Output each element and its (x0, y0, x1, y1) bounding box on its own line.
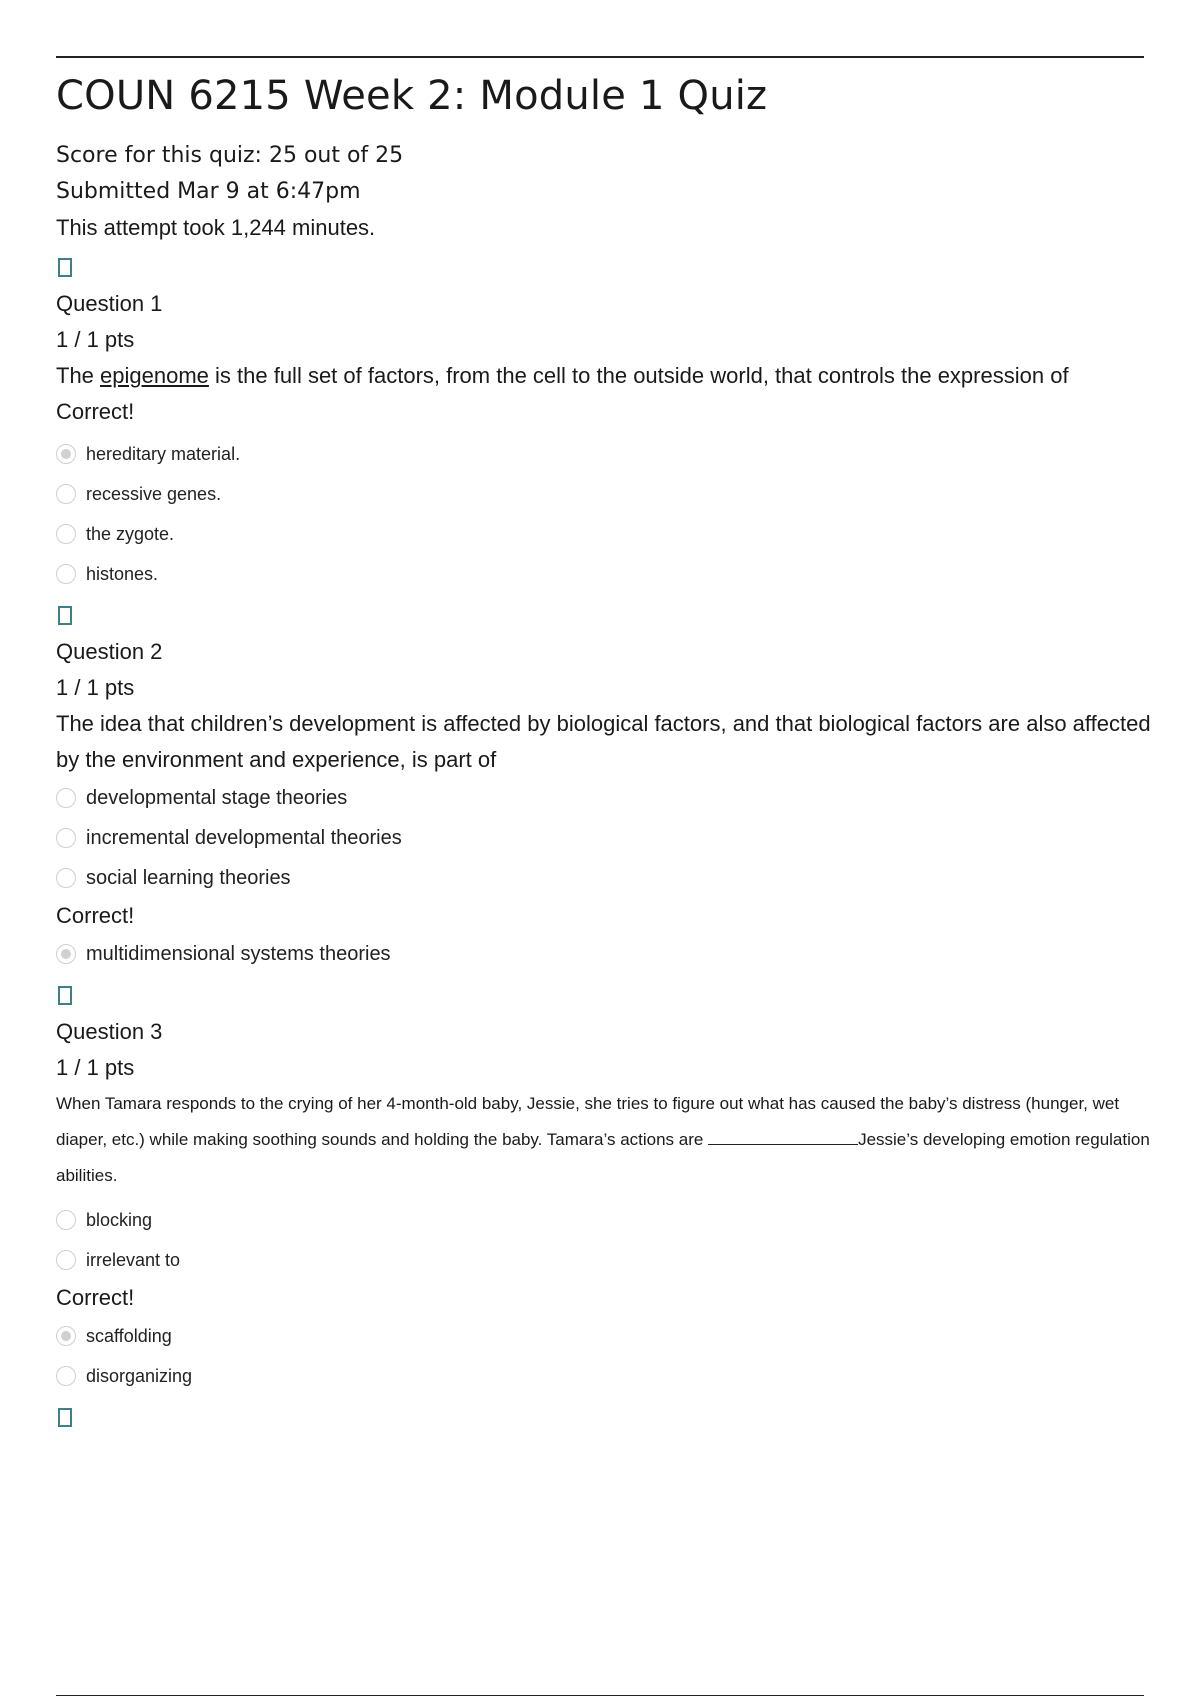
flag-icon[interactable] (58, 1408, 72, 1427)
answer-label: the zygote. (86, 523, 175, 544)
flag-icon[interactable] (58, 606, 72, 625)
fill-in-blank (708, 1126, 858, 1145)
radio-icon[interactable] (56, 1210, 76, 1230)
answer-option[interactable] (56, 434, 1166, 474)
answer-option[interactable] (56, 818, 1166, 858)
page-title: COUN 6215 Week 2: Module 1 Quiz (56, 73, 768, 119)
question-1-correct-label: Correct! (56, 399, 135, 424)
question-3-text-start: When Tamara responds to the crying of her 4-month-old baby, Jessie, she tries to figure out what has caused the baby’s distress (hunger, wet diaper, etc.) while making soothing sounds and holding the baby. Tamara’s actions are (56, 1094, 1120, 1149)
radio-icon[interactable] (56, 944, 76, 964)
flag-icon[interactable] (58, 258, 72, 277)
answer-label: incremental developmental theories (86, 826, 402, 849)
answer-label: blocking (86, 1209, 153, 1230)
question-3-text (56, 1086, 1166, 1194)
question-3-points: 1 / 1 pts (56, 1055, 135, 1080)
answer-label: histones. (86, 563, 159, 584)
radio-icon[interactable] (56, 524, 76, 544)
radio-icon[interactable] (56, 1250, 76, 1270)
radio-icon[interactable] (56, 1366, 76, 1386)
radio-icon[interactable] (56, 564, 76, 584)
answer-option[interactable] (56, 858, 1166, 898)
quiz-score: Score for this quiz: 25 out of 25 (56, 143, 404, 168)
answer-label: social learning theories (86, 866, 291, 889)
question-2-points: 1 / 1 pts (56, 675, 135, 700)
answer-option[interactable] (56, 554, 1166, 594)
answer-option[interactable] (56, 474, 1166, 514)
question-1-text-end: is the full set of factors, from the cell to the outside world, that controls the expression of (208, 363, 1069, 388)
flag-icon[interactable] (58, 986, 72, 1005)
answer-label: recessive genes. (86, 483, 222, 504)
answer-label: scaffolding (86, 1325, 172, 1346)
answer-label: developmental stage theories (86, 786, 348, 809)
radio-icon[interactable] (56, 484, 76, 504)
question-2-correct-label: Correct! (56, 903, 135, 928)
question-3-correct-label: Correct! (56, 1285, 135, 1310)
question-1-text-start: The (56, 363, 101, 388)
answer-option[interactable] (56, 1240, 1166, 1280)
radio-icon[interactable] (56, 788, 76, 808)
answer-option[interactable] (56, 514, 1166, 554)
radio-icon[interactable] (56, 868, 76, 888)
question-1-text (56, 358, 1166, 394)
answer-option[interactable] (56, 1316, 1166, 1356)
answer-option[interactable] (56, 778, 1166, 818)
answer-label: multidimensional systems theories (86, 942, 391, 965)
question-1-term: epigenome (100, 363, 209, 388)
question-3-title: Question 3 (56, 1019, 163, 1044)
quiz-submitted: Submitted Mar 9 at 6:47pm (56, 179, 361, 204)
question-3-text-end: Jessie’s developing emotion regulation abilities. (56, 1130, 1150, 1185)
top-rule (56, 56, 1144, 58)
question-2-title: Question 2 (56, 639, 163, 664)
radio-icon[interactable] (56, 444, 76, 464)
answer-option[interactable] (56, 1200, 1166, 1240)
answer-label: hereditary material. (86, 443, 241, 464)
answer-label: irrelevant to (86, 1249, 181, 1270)
answer-label: disorganizing (86, 1365, 193, 1386)
question-1-title: Question 1 (56, 291, 163, 316)
radio-icon[interactable] (56, 828, 76, 848)
question-1-points: 1 / 1 pts (56, 327, 135, 352)
radio-icon[interactable] (56, 1326, 76, 1346)
bottom-rule (56, 1695, 1144, 1696)
answer-option[interactable] (56, 1356, 1166, 1396)
quiz-duration: This attempt took 1,244 minutes. (56, 215, 376, 240)
quiz-page (56, 66, 1166, 1436)
question-2-text: The idea that children’s development is affected by biological factors, and that biological factors are also affected by the environment and experience, is part of (56, 711, 1151, 772)
answer-option[interactable] (56, 934, 1166, 974)
